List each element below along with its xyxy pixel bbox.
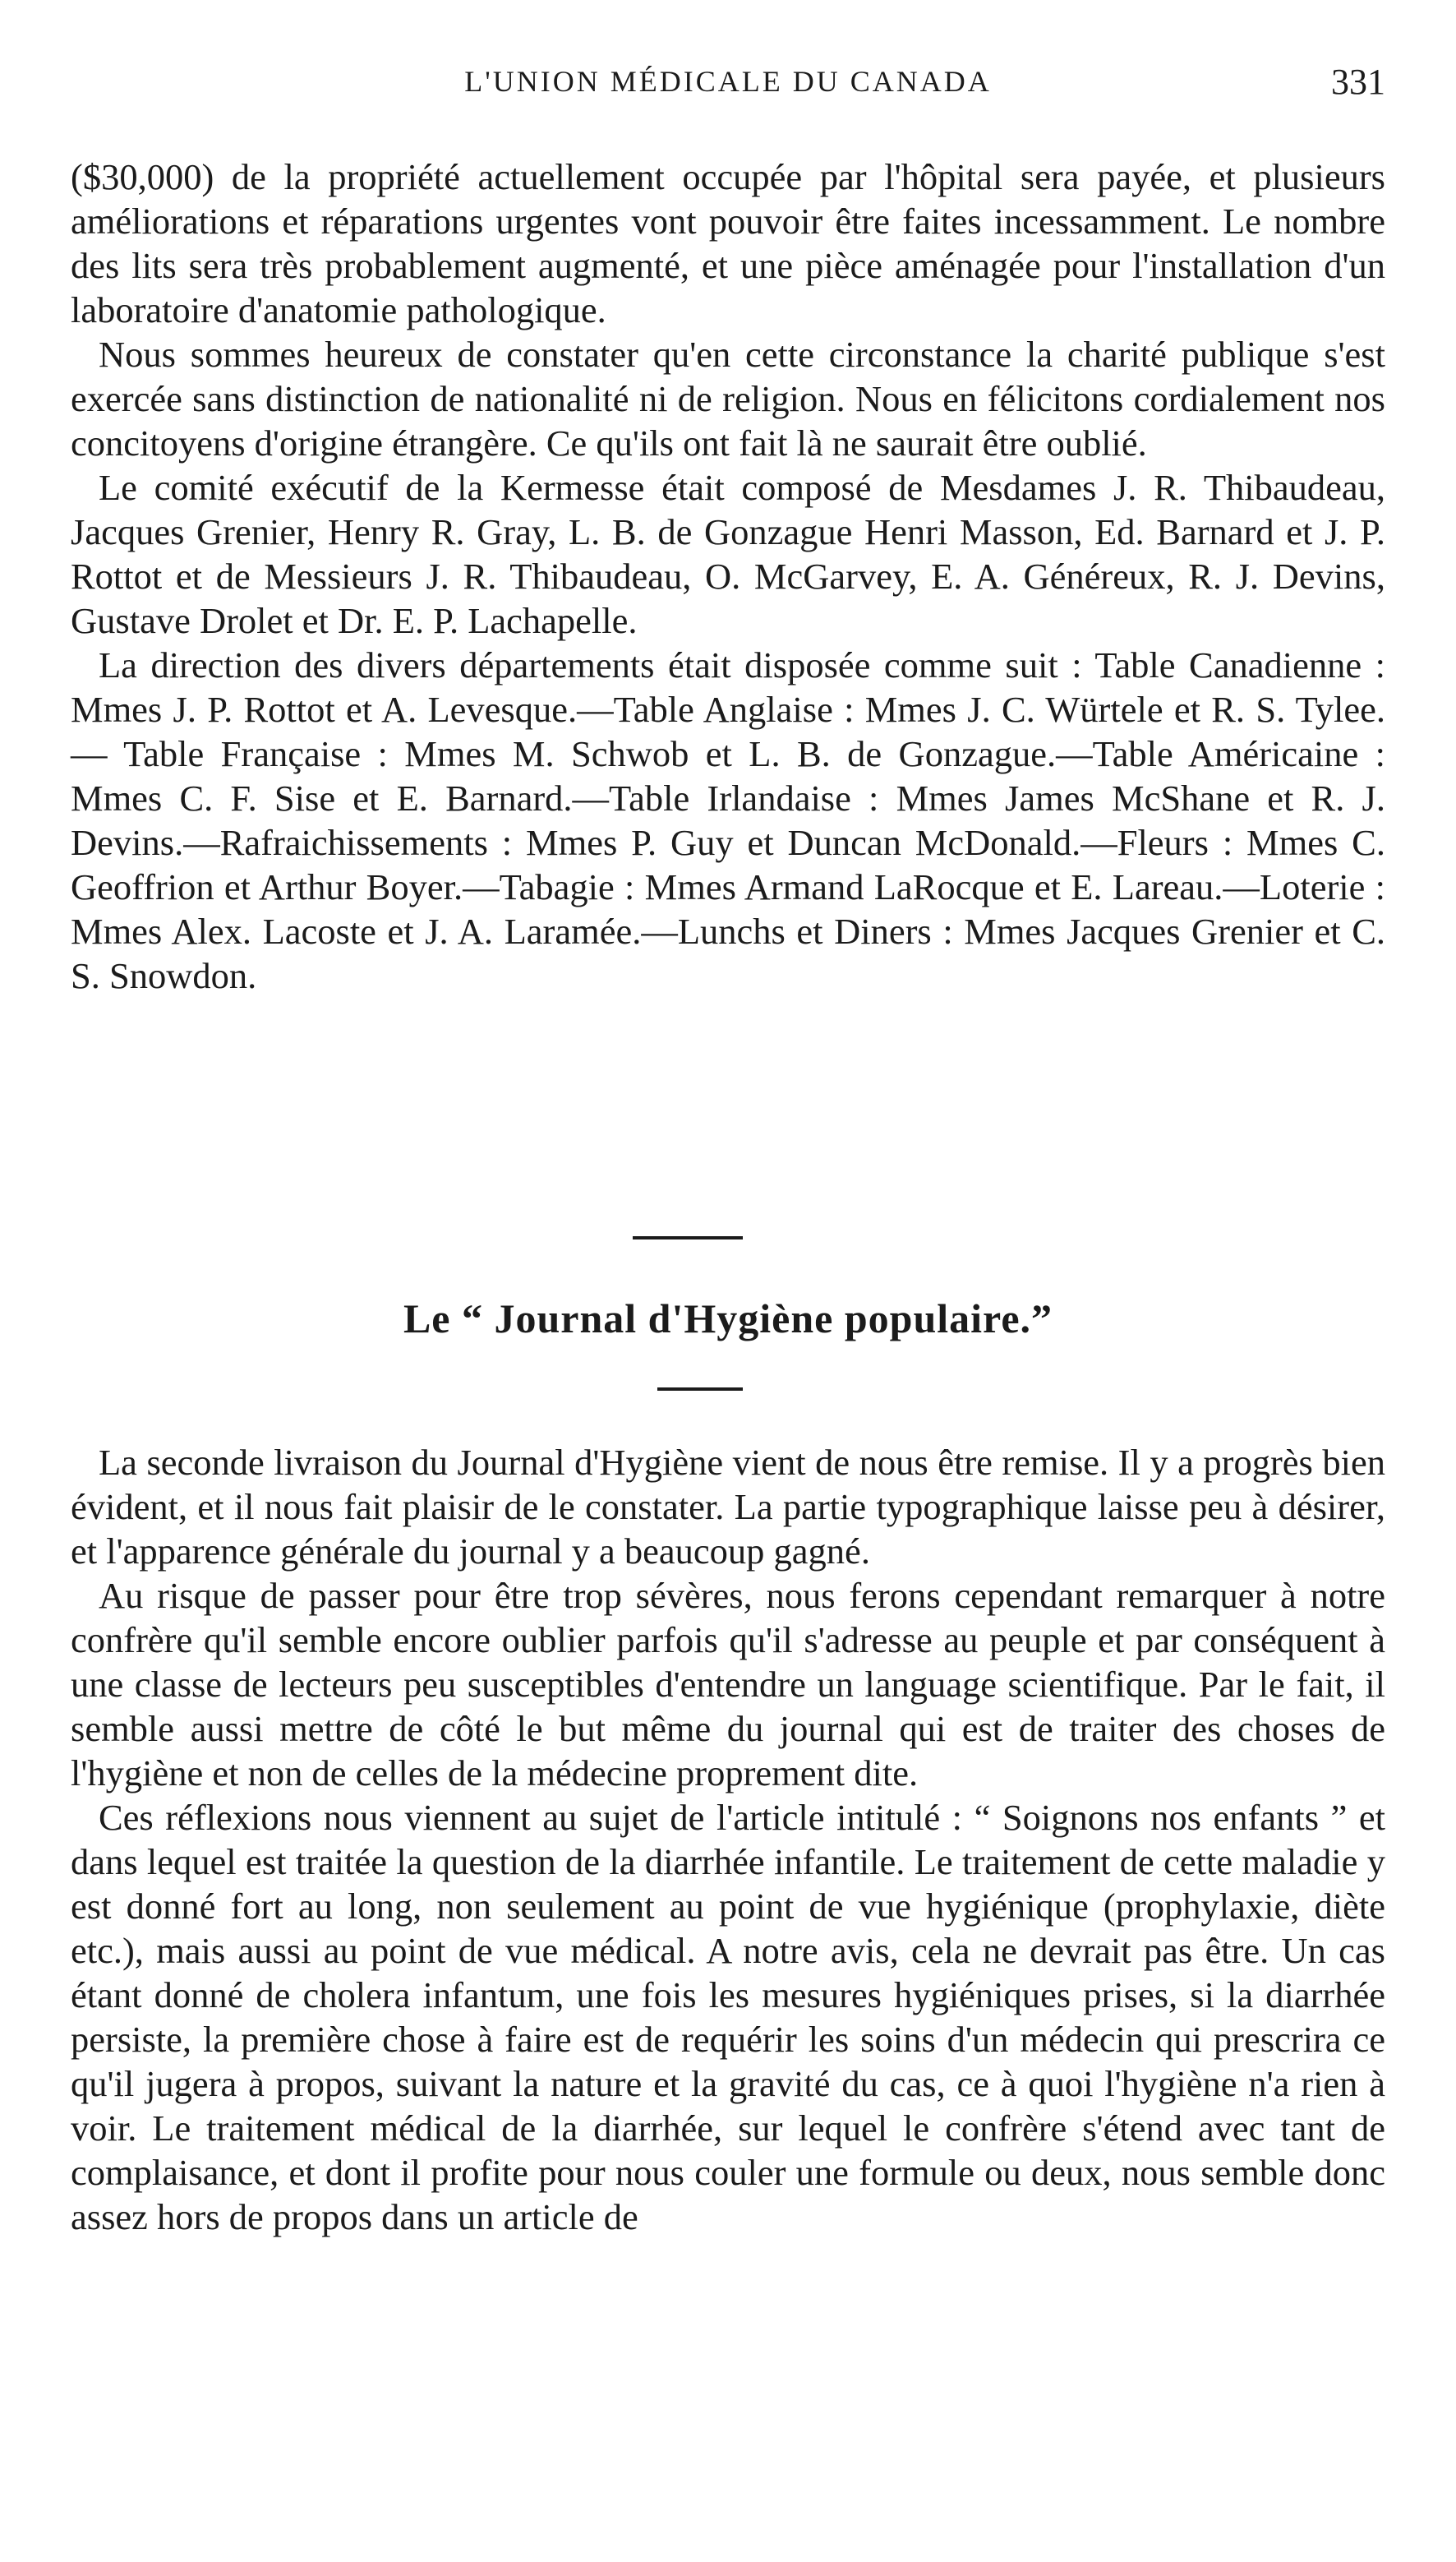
paragraph: Au risque de passer pour être trop sévères, nous ferons cependant remarquer à notre confrère qu'il semble encore oublier parfois qu'il s'adresse au peuple et par conséquent à une classe de lecteurs peu susceptibles d'entendre un language scientifique. Par le fait, il semble aussi mettre de côté le but même du journal qui est de traiter des choses de l'hygiène et non de celles de la médecine proprement dite. — [71, 1575, 1385, 1793]
paragraph: La direction des divers départements était disposée comme suit : Table Canadienne : Mmes J. P. Rottot et A. Levesque.—Table Anglaise : Mmes J. C. Würtele et R. S. Tylee. — Table Française : Mmes M. Schwob et L. B. de Gonzague.—Table Américaine : Mmes C. F. Sise et E. Barnard.—Table Irlandaise : Mmes James McShane et R. J. Devins.—Rafraichissements : Mmes P. Guy et Duncan McDonald.—Fleurs : Mmes C. Geoffrion et Arthur Boyer.—Tabagie : Mmes Armand LaRocque et E. Lareau.—Loterie : Mmes Alex. Lacoste et J. A. Laramée.—Lunchs et Diners : Mmes Jacques Grenier et C. S. Snowdon. — [71, 644, 1385, 996]
running-title: L'UNION MÉDICALE DU CANADA — [464, 65, 992, 98]
paragraph: Ces réflexions nous viennent au sujet de l'article intitulé : “ Soignons nos enfants ” et dans lequel est traitée la question de la diarrhée infantile. Le traitement de cette maladie y est donné fort au long, non seulement au point de vue hygiénique (prophylaxie, diète etc.), mais aussi au point de vue médical. A notre avis, cela ne devrait pas être. Un cas étant donné de cholera infantum, une fois les mesures hygiéniques prises, si la diarrhée persiste, la première chose à faire est de requérir les soins d'un médecin qui prescrira ce qu'il jugera à propos, suivant la nature et la gravité du cas, ce à quoi l'hygiène n'a rien à voir. Le traitement médical de la diarrhée, sur lequel le confrère s'étend avec tant de complaisance, et dont il profite pour nous couler une formule ou deux, nous semble donc assez hors de propos dans un article de — [71, 1797, 1385, 2237]
paragraph: Le comité exécutif de la Kermesse était composé de Mesdames J. R. Thibaudeau, Jacques Grenier, Henry R. Gray, L. B. de Gonzague Henri Masson, Ed. Barnard et J. P. Rottot et de Messieurs J. R. Thibaudeau, O. McGarvey, E. A. Généreux, R. J. Devins, Gustave Drolet et Dr. E. P. Lachapelle. — [71, 467, 1385, 641]
page-number: 331 — [1331, 62, 1385, 102]
text-block-journal — [71, 1440, 1385, 2239]
separator-rule-bottom — [657, 1387, 743, 1391]
paragraph: La seconde livraison du Journal d'Hygiène vient de nous être remise. Il y a progrès bien évident, et il nous fait plaisir de le constater. La partie typographique laisse peu à désirer, et l'apparence générale du journal y a beaucoup gagné. — [71, 1442, 1385, 1572]
section-title: Le “ Journal d'Hygiène populaire.” — [403, 1295, 1053, 1341]
text-block-kermesse — [71, 155, 1385, 998]
page-header — [71, 64, 1385, 113]
paragraph: Nous sommes heureux de constater qu'en cette circonstance la charité publique s'est exercée sans distinction de nationalité ni de religion. Nous en félicitons cordialement nos concitoyens d'origine étrangère. Ce qu'ils ont fait là ne saurait être oublié. — [71, 334, 1385, 464]
paragraph: ($30,000) de la propriété actuellement occupée par l'hôpital sera payée, et plusieurs améliorations et réparations urgentes vont pouvoir être faites incessamment. Le nombre des lits sera très probablement augmenté, et une pièce aménagée pour l'installation d'un laboratoire d'anatomie pathologique. — [71, 156, 1385, 330]
separator-rule-top — [633, 1236, 743, 1239]
